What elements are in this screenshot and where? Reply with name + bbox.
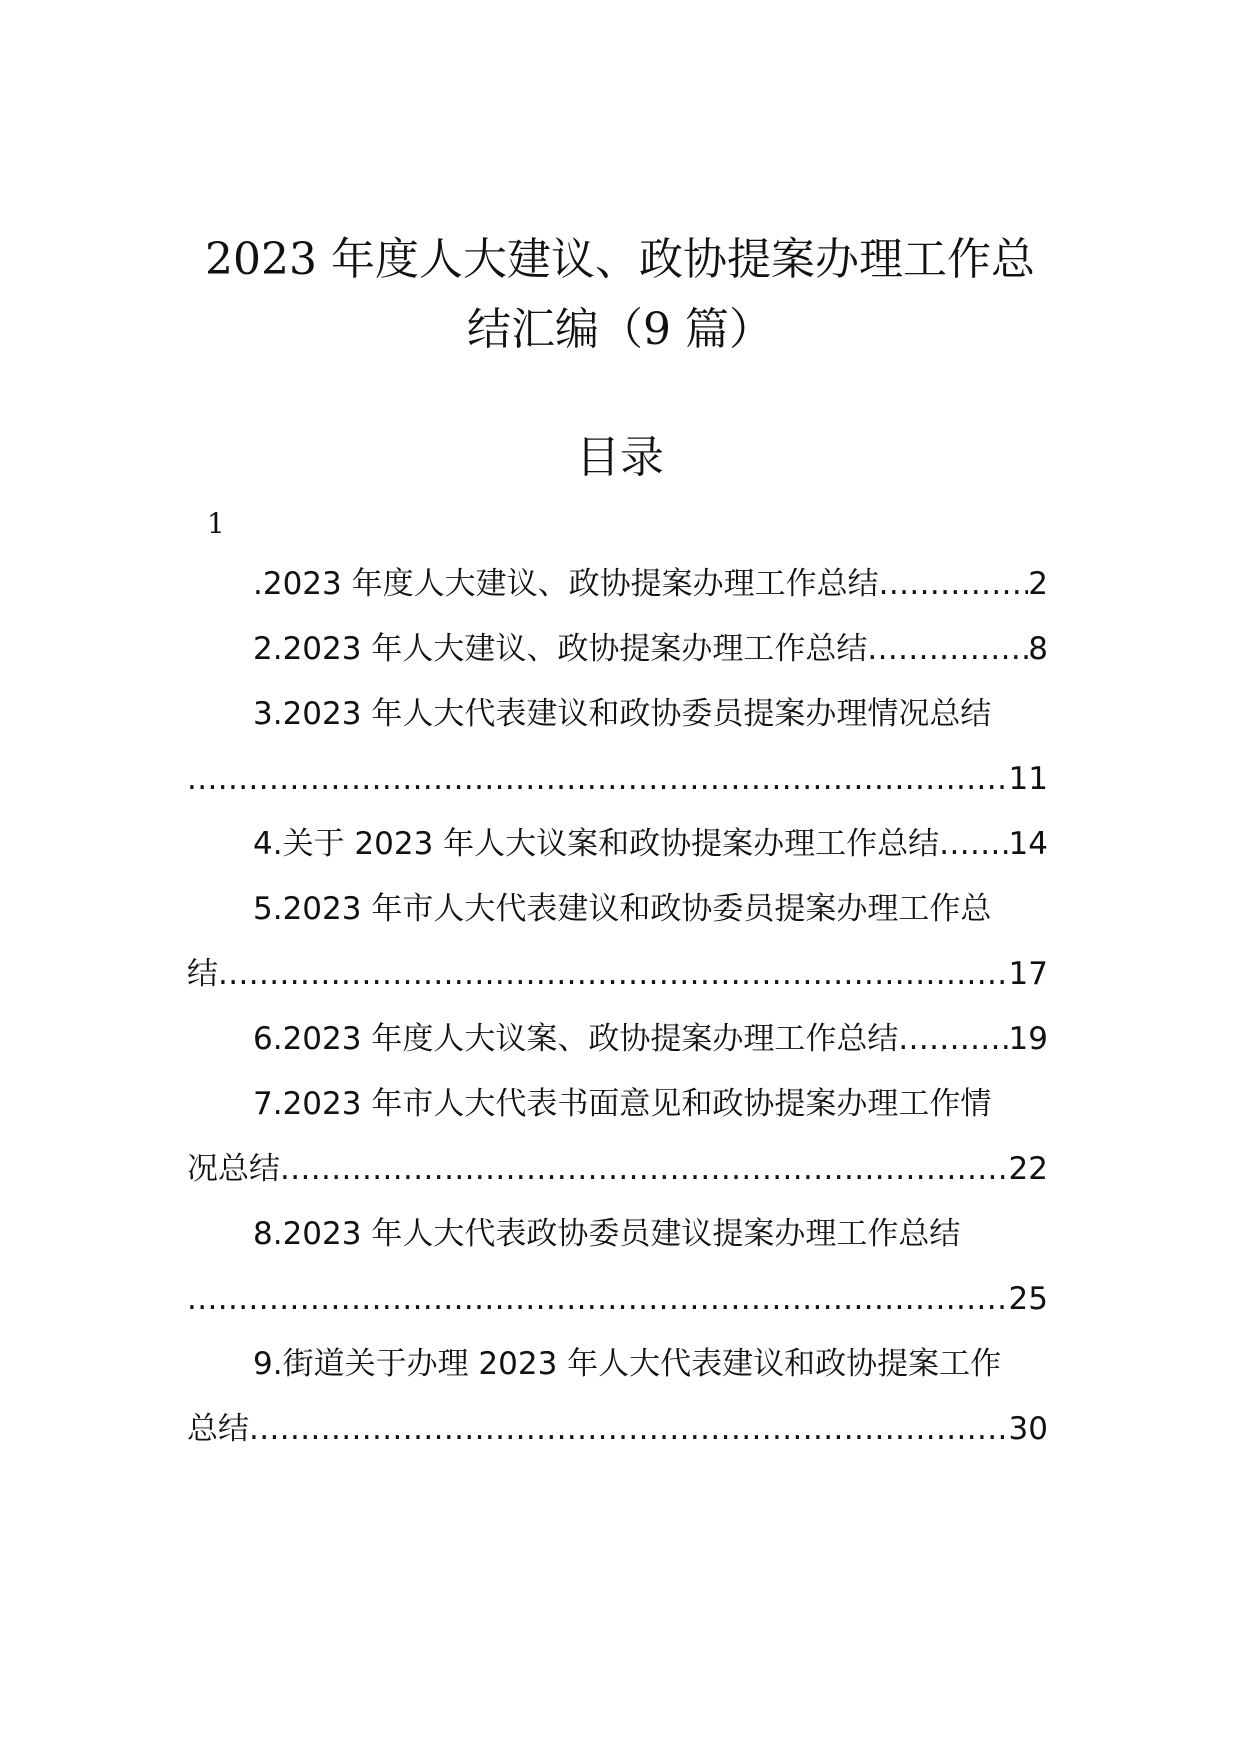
toc-entry-page: 14 bbox=[1008, 826, 1048, 862]
toc-entry-title: 5.2023 年市人大代表建议和政协委员提案办理工作总 bbox=[253, 891, 992, 927]
toc-entry-page: 11 bbox=[1008, 761, 1048, 797]
toc-entry-9[interactable] bbox=[253, 1342, 1048, 1386]
stray-number: 1 bbox=[207, 507, 225, 540]
toc-entry-title: 8.2023 年人大代表政协委员建议提案办理工作总结 bbox=[253, 1216, 961, 1252]
dot-leader bbox=[187, 1277, 1009, 1321]
toc-heading: 目录 bbox=[576, 432, 664, 483]
toc-entry-7-continuation[interactable] bbox=[187, 1147, 1048, 1191]
toc-entry-2[interactable] bbox=[253, 627, 1048, 671]
toc-entry-4[interactable] bbox=[253, 822, 1048, 866]
dot-leader bbox=[187, 757, 1009, 801]
toc-entry-6[interactable] bbox=[253, 1017, 1048, 1061]
toc-entry-5[interactable] bbox=[253, 887, 1048, 931]
toc-entry-3-continuation[interactable] bbox=[187, 757, 1048, 801]
toc-entry-title-continuation: 况总结 bbox=[187, 1151, 280, 1187]
dot-leader bbox=[898, 1017, 1008, 1061]
toc-entry-title: 7.2023 年市人大代表书面意见和政协提案办理工作情 bbox=[253, 1086, 992, 1122]
dot-leader bbox=[939, 822, 1008, 866]
document-title-line-1: 2023 年度人大建议、政协提案办理工作总 bbox=[205, 234, 1035, 285]
dot-leader bbox=[867, 627, 1028, 671]
toc-entry-5-continuation[interactable] bbox=[187, 952, 1048, 996]
toc-entry-title: 4.关于 2023 年人大议案和政协提案办理工作总结 bbox=[253, 826, 940, 862]
toc-entry-title-continuation: 结 bbox=[187, 956, 218, 992]
toc-entry-title: .2023 年度人大建议、政协提案办理工作总结 bbox=[253, 566, 879, 602]
dot-leader bbox=[249, 1407, 1009, 1451]
toc-entry-page: 25 bbox=[1008, 1281, 1048, 1317]
toc-entry-8-continuation[interactable] bbox=[187, 1277, 1048, 1321]
toc-entry-title: 3.2023 年人大代表建议和政协委员提案办理情况总结 bbox=[253, 696, 992, 732]
toc-entry-title: 2.2023 年人大建议、政协提案办理工作总结 bbox=[253, 631, 868, 667]
dot-leader bbox=[280, 1147, 1009, 1191]
toc-entry-title: 6.2023 年度人大议案、政协提案办理工作总结 bbox=[253, 1021, 899, 1057]
toc-entry-7[interactable] bbox=[253, 1082, 1048, 1126]
toc-entry-page: 19 bbox=[1008, 1021, 1048, 1057]
toc-entry-page: 30 bbox=[1008, 1411, 1048, 1447]
toc-entry-title: 9.街道关于办理 2023 年人大代表建议和政协提案工作 bbox=[253, 1346, 1002, 1382]
toc-entry-9-continuation[interactable] bbox=[187, 1407, 1048, 1451]
toc-entry-3[interactable] bbox=[253, 692, 1048, 736]
dot-leader bbox=[218, 952, 1009, 996]
toc-entry-page: 17 bbox=[1008, 956, 1048, 992]
toc-entry-page: 8 bbox=[1028, 631, 1048, 667]
dot-leader bbox=[879, 562, 1029, 606]
document-title-line-2: 结汇编（9 篇） bbox=[467, 304, 773, 355]
toc-entry-page: 2 bbox=[1028, 566, 1048, 602]
toc-entry-page: 22 bbox=[1008, 1151, 1048, 1187]
toc-entry-title-continuation: 总结 bbox=[187, 1411, 249, 1447]
toc-entry-1[interactable] bbox=[253, 562, 1048, 606]
toc-entry-8[interactable] bbox=[253, 1212, 1048, 1256]
